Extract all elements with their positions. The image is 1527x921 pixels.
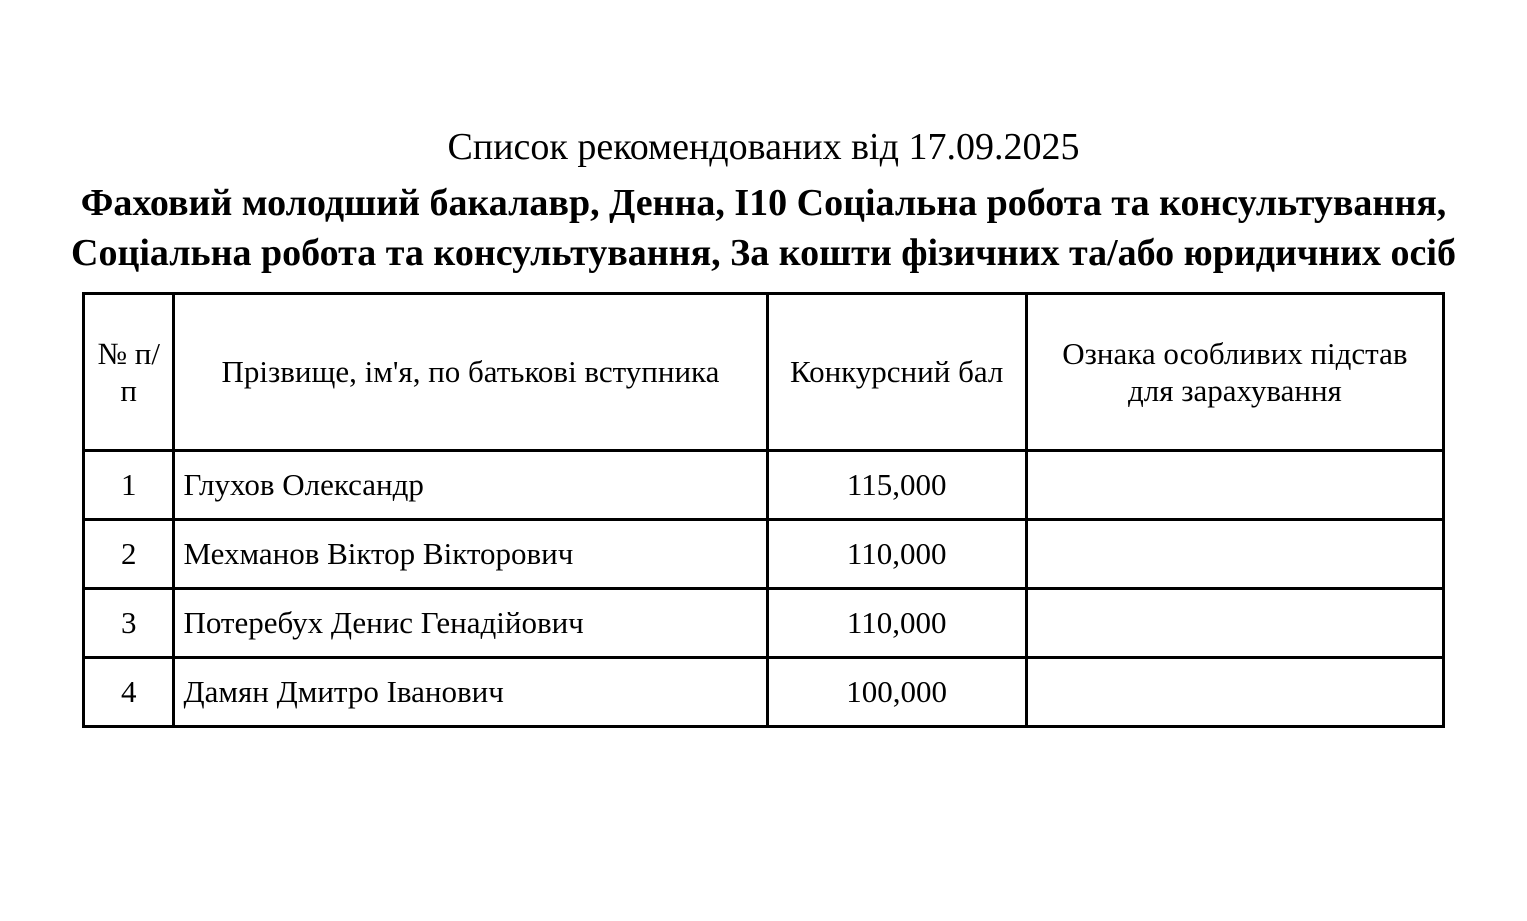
- page-title: Список рекомендованих від 17.09.2025: [447, 126, 1080, 168]
- table-row: [84, 451, 1444, 520]
- column-header-number: № п/п: [84, 294, 174, 451]
- document-page: [0, 126, 1527, 921]
- cell-score: 110,000: [767, 520, 1026, 589]
- column-header-note: Ознака особливих підстав для зарахування: [1026, 294, 1443, 451]
- cell-number: 4: [84, 658, 174, 727]
- cell-note: [1026, 451, 1443, 520]
- table-header-row: [84, 294, 1444, 451]
- cell-number: 1: [84, 451, 174, 520]
- cell-score: 110,000: [767, 589, 1026, 658]
- table-body: [84, 451, 1444, 727]
- cell-note: [1026, 658, 1443, 727]
- cell-note: [1026, 520, 1443, 589]
- cell-name: Глухов Олександр: [174, 451, 767, 520]
- cell-note: [1026, 589, 1443, 658]
- table-header: [84, 294, 1444, 451]
- column-header-score: Конкурсний бал: [767, 294, 1026, 451]
- cell-score: 115,000: [767, 451, 1026, 520]
- cell-number: 2: [84, 520, 174, 589]
- cell-name: Дамян Дмитро Іванович: [174, 658, 767, 727]
- table-row: [84, 589, 1444, 658]
- cell-name: Потеребух Денис Генадійович: [174, 589, 767, 658]
- cell-score: 100,000: [767, 658, 1026, 727]
- column-header-name: Прізвище, ім'я, по батькові вступника: [174, 294, 767, 451]
- table-row: [84, 520, 1444, 589]
- cell-number: 3: [84, 589, 174, 658]
- recommended-applicants-table: [82, 292, 1445, 728]
- cell-name: Мехманов Віктор Вікторович: [174, 520, 767, 589]
- table-row: [84, 658, 1444, 727]
- page-subtitle: Фаховий молодший бакалавр, Денна, І10 Соціальна робота та консультування, Соціальна робота та консультування, За кошти фізичних та/або юридичних осіб: [71, 181, 1456, 274]
